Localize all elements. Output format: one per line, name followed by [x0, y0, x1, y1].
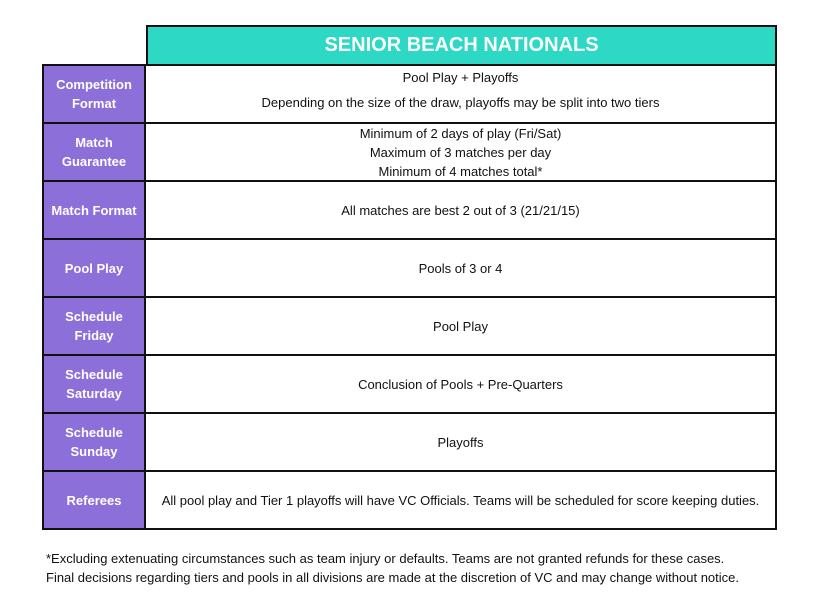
- row-label-schedule-saturday: Schedule Saturday: [44, 356, 146, 412]
- row-value-schedule-saturday: [146, 356, 775, 412]
- row-schedule-friday: [42, 298, 777, 356]
- row-schedule-sunday: [42, 414, 777, 472]
- row-label-referees: Referees: [44, 472, 146, 528]
- row-pool-play: [42, 240, 777, 298]
- footnotes: [46, 549, 739, 587]
- value-line: Conclusion of Pools + Pre-Quarters: [358, 376, 563, 392]
- row-value-match-format: [146, 182, 775, 238]
- footnote-line: *Excluding extenuating circumstances such as team injury or defaults. Teams are not granted refunds for these cases.: [46, 551, 725, 566]
- value-line: Minimum of 2 days of play (Fri/Sat): [359, 125, 562, 141]
- value-line: Playoffs: [437, 434, 484, 450]
- row-label-schedule-friday: Schedule Friday: [44, 298, 146, 354]
- row-label-schedule-sunday: Schedule Sunday: [44, 414, 146, 470]
- row-value-schedule-friday: [146, 298, 775, 354]
- value-line: Maximum of 3 matches per day: [369, 144, 552, 160]
- row-referees: [42, 472, 777, 530]
- row-schedule-saturday: [42, 356, 777, 414]
- value-line: Pool Play + Playoffs: [402, 70, 519, 85]
- row-value-schedule-sunday: [146, 414, 775, 470]
- row-label-match-guarantee: Match Guarantee: [44, 124, 146, 180]
- row-label-competition-format: Competition Format: [44, 66, 146, 122]
- row-competition-format: [42, 64, 777, 124]
- value-line: Minimum of 4 matches total*: [378, 163, 543, 179]
- row-value-referees: [146, 472, 775, 528]
- value-line: All matches are best 2 out of 3 (21/21/15): [341, 202, 580, 218]
- value-line: Depending on the size of the draw, playoffs may be split into two tiers: [261, 95, 660, 110]
- info-table: [42, 25, 777, 530]
- row-label-pool-play: Pool Play: [44, 240, 146, 296]
- value-line: Pool Play: [433, 318, 488, 334]
- value-line: All pool play and Tier 1 playoffs will have VC Officials. Teams will be scheduled for score keeping duties.: [161, 492, 760, 508]
- row-label-match-format: Match Format: [44, 182, 146, 238]
- row-value-competition-format: [146, 66, 775, 122]
- row-value-pool-play: [146, 240, 775, 296]
- row-match-guarantee: [42, 124, 777, 182]
- table-title: SENIOR BEACH NATIONALS: [146, 25, 777, 64]
- row-match-format: [42, 182, 777, 240]
- value-line: Pools of 3 or 4: [418, 260, 503, 276]
- row-value-match-guarantee: [146, 124, 775, 180]
- footnote-line: Final decisions regarding tiers and pools in all divisions are made at the discretion of VC and may change without notice.: [46, 570, 739, 585]
